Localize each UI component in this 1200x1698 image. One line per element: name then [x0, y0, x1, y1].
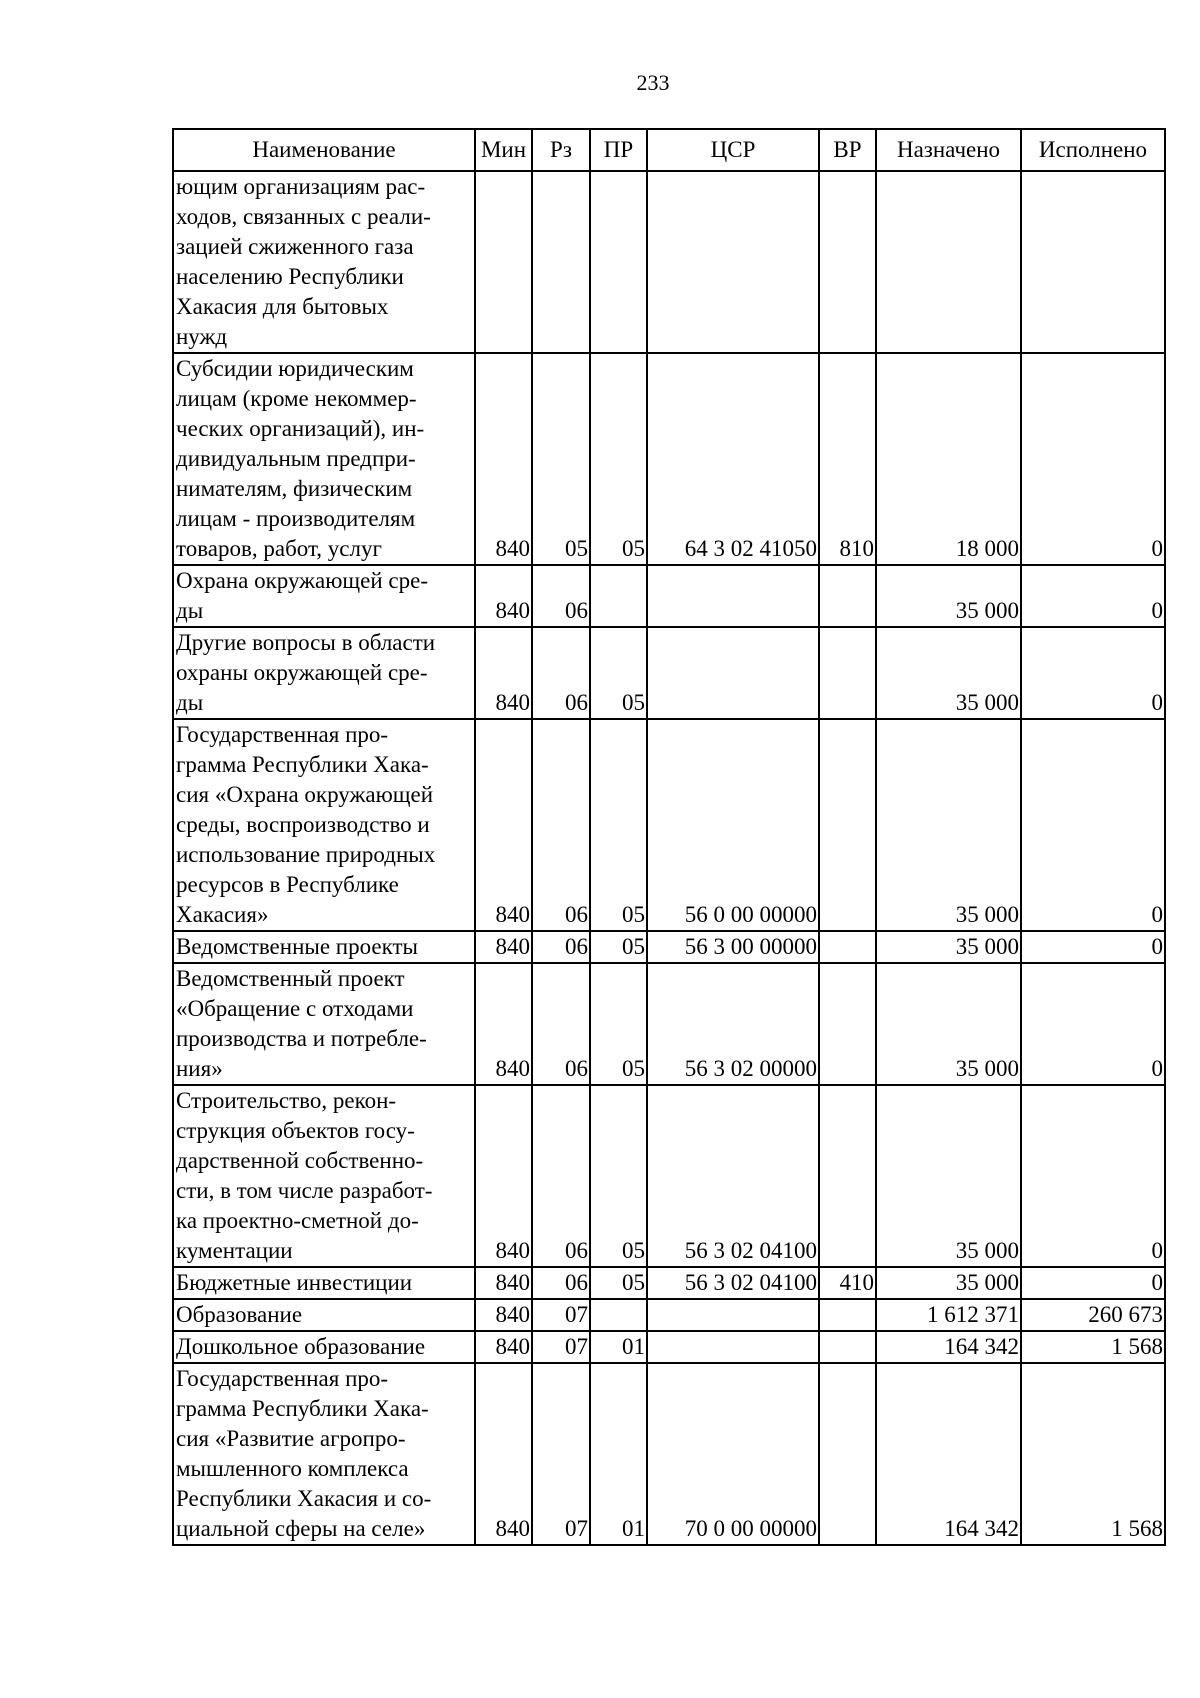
table-row — [173, 931, 1165, 963]
table-row — [173, 963, 1165, 1085]
cell-min: 840 — [475, 565, 532, 627]
cell-isp: 0 — [1021, 565, 1165, 627]
cell-isp: 0 — [1021, 1267, 1165, 1299]
cell-name: ющим организациям рас- ходов, связанных с реали- зацией сжиженного газа населению Республики Хакасия для бытовых нужд — [173, 171, 475, 353]
table-row — [173, 1085, 1165, 1267]
cell-rz — [532, 171, 590, 353]
cell-name: Государственная про- грамма Республики Хака- сия «Развитие агропро- мышленного комплекса Республики Хакасия и со- циальной сферы на селе» — [173, 1363, 475, 1545]
cell-nazn: 164 342 — [876, 1363, 1021, 1545]
cell-name: Охрана окружающей сре- ды — [173, 565, 475, 627]
header-rz: Рз — [532, 129, 590, 171]
cell-vr — [819, 627, 876, 719]
cell-rz: 05 — [532, 353, 590, 565]
cell-vr — [819, 565, 876, 627]
cell-isp: 260 673 — [1021, 1299, 1165, 1331]
cell-csr: 64 3 02 41050 — [647, 353, 819, 565]
cell-isp — [1021, 171, 1165, 353]
cell-rz: 06 — [532, 963, 590, 1085]
cell-min: 840 — [475, 1299, 532, 1331]
table-row — [173, 627, 1165, 719]
cell-rz: 06 — [532, 1085, 590, 1267]
cell-pr — [590, 565, 647, 627]
cell-vr — [819, 1085, 876, 1267]
cell-nazn: 35 000 — [876, 565, 1021, 627]
cell-name: Другие вопросы в области охраны окружающей сре- ды — [173, 627, 475, 719]
cell-isp: 0 — [1021, 719, 1165, 931]
cell-nazn: 35 000 — [876, 719, 1021, 931]
cell-nazn: 1 612 371 — [876, 1299, 1021, 1331]
cell-isp: 1 568 — [1021, 1363, 1165, 1545]
cell-rz: 06 — [532, 627, 590, 719]
cell-min: 840 — [475, 353, 532, 565]
cell-pr: 05 — [590, 931, 647, 963]
budget-table — [172, 128, 1166, 1546]
cell-pr: 01 — [590, 1331, 647, 1363]
header-name: Наименование — [173, 129, 475, 171]
cell-pr: 05 — [590, 719, 647, 931]
cell-nazn: 35 000 — [876, 1267, 1021, 1299]
table-row — [173, 353, 1165, 565]
cell-nazn: 35 000 — [876, 1085, 1021, 1267]
cell-min — [475, 171, 532, 353]
cell-csr — [647, 1299, 819, 1331]
cell-vr — [819, 1299, 876, 1331]
cell-min: 840 — [475, 963, 532, 1085]
header-csr: ЦСР — [647, 129, 819, 171]
cell-nazn: 18 000 — [876, 353, 1021, 565]
cell-vr — [819, 719, 876, 931]
cell-csr — [647, 627, 819, 719]
cell-name: Дошкольное образование — [173, 1331, 475, 1363]
table-row — [173, 171, 1165, 353]
header-vr: ВР — [819, 129, 876, 171]
cell-nazn: 35 000 — [876, 963, 1021, 1085]
cell-min: 840 — [475, 1267, 532, 1299]
cell-vr — [819, 1363, 876, 1545]
cell-name: Государственная про- грамма Республики Хака- сия «Охрана окружающей среды, воспроизводство и использование природных ресурсов в Республике Хакасия» — [173, 719, 475, 931]
table-row — [173, 1363, 1165, 1545]
cell-pr: 05 — [590, 1267, 647, 1299]
table-row — [173, 1299, 1165, 1331]
cell-name: Субсидии юридическим лицам (кроме некоммер- ческих организаций), ин- дивидуальным предпри- нимателям, физическим лицам - производителям товаров, работ, услуг — [173, 353, 475, 565]
header-pr: ПР — [590, 129, 647, 171]
cell-vr — [819, 931, 876, 963]
cell-isp: 0 — [1021, 353, 1165, 565]
cell-vr: 410 — [819, 1267, 876, 1299]
cell-min: 840 — [475, 627, 532, 719]
table-row — [173, 1267, 1165, 1299]
cell-nazn: 35 000 — [876, 931, 1021, 963]
table-row — [173, 565, 1165, 627]
page-number: 233 — [636, 70, 670, 95]
cell-pr: 05 — [590, 353, 647, 565]
table-row — [173, 1331, 1165, 1363]
cell-vr: 810 — [819, 353, 876, 565]
cell-rz: 06 — [532, 1267, 590, 1299]
cell-vr — [819, 1331, 876, 1363]
cell-isp: 1 568 — [1021, 1331, 1165, 1363]
cell-name: Образование — [173, 1299, 475, 1331]
cell-csr: 56 0 00 00000 — [647, 719, 819, 931]
table-row — [173, 719, 1165, 931]
cell-min: 840 — [475, 719, 532, 931]
cell-isp: 0 — [1021, 963, 1165, 1085]
cell-min: 840 — [475, 931, 532, 963]
cell-pr: 05 — [590, 963, 647, 1085]
cell-min: 840 — [475, 1085, 532, 1267]
cell-rz: 06 — [532, 719, 590, 931]
cell-name: Ведомственный проект «Обращение с отходами производства и потребле- ния» — [173, 963, 475, 1085]
cell-csr: 56 3 02 04100 — [647, 1085, 819, 1267]
cell-name: Ведомственные проекты — [173, 931, 475, 963]
cell-min: 840 — [475, 1363, 532, 1545]
cell-pr — [590, 1299, 647, 1331]
cell-pr: 01 — [590, 1363, 647, 1545]
header-isp: Исполнено — [1021, 129, 1165, 171]
cell-csr — [647, 1331, 819, 1363]
cell-isp: 0 — [1021, 931, 1165, 963]
cell-pr: 05 — [590, 627, 647, 719]
cell-rz: 06 — [532, 931, 590, 963]
cell-csr — [647, 565, 819, 627]
cell-csr: 56 3 00 00000 — [647, 931, 819, 963]
cell-csr — [647, 171, 819, 353]
cell-name: Строительство, рекон- струкция объектов госу- дарственной собственно- сти, в том числе разработ- ка проектно-сметной до- кументации — [173, 1085, 475, 1267]
table-header-row — [173, 129, 1165, 171]
table-body — [173, 171, 1165, 1545]
cell-isp: 0 — [1021, 627, 1165, 719]
cell-nazn: 164 342 — [876, 1331, 1021, 1363]
cell-pr — [590, 171, 647, 353]
cell-rz: 07 — [532, 1331, 590, 1363]
cell-rz: 06 — [532, 565, 590, 627]
header-nazn: Назначено — [876, 129, 1021, 171]
header-min: Мин — [475, 129, 532, 171]
cell-pr: 05 — [590, 1085, 647, 1267]
cell-rz: 07 — [532, 1299, 590, 1331]
cell-csr: 56 3 02 00000 — [647, 963, 819, 1085]
cell-nazn — [876, 171, 1021, 353]
cell-min: 840 — [475, 1331, 532, 1363]
cell-rz: 07 — [532, 1363, 590, 1545]
cell-vr — [819, 171, 876, 353]
cell-name: Бюджетные инвестиции — [173, 1267, 475, 1299]
cell-csr: 56 3 02 04100 — [647, 1267, 819, 1299]
cell-isp: 0 — [1021, 1085, 1165, 1267]
cell-csr: 70 0 00 00000 — [647, 1363, 819, 1545]
cell-vr — [819, 963, 876, 1085]
cell-nazn: 35 000 — [876, 627, 1021, 719]
